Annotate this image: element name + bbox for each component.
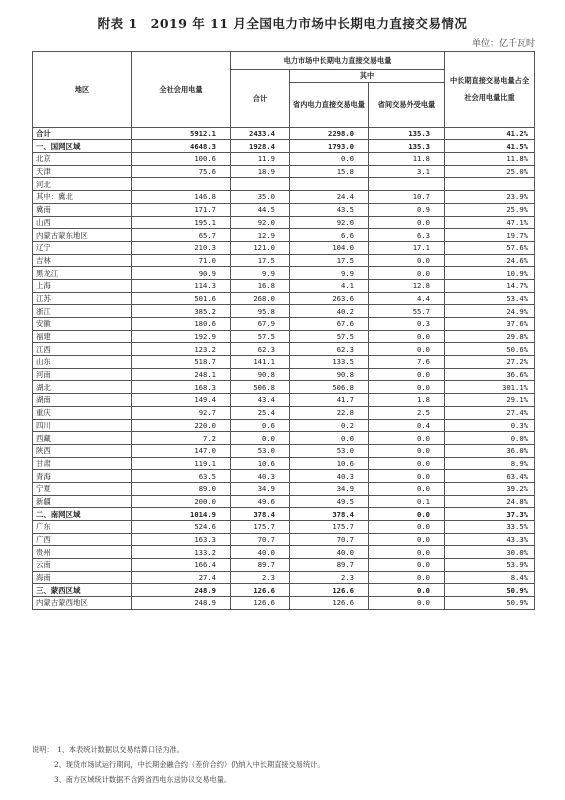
cell-intra: 126.6 xyxy=(290,584,369,597)
cell-ratio: 53.4% xyxy=(445,292,535,305)
cell-inter: 7.6 xyxy=(369,356,445,369)
table-row xyxy=(33,241,535,254)
cell-ratio: 29.8% xyxy=(445,330,535,343)
cell-name: 河南 xyxy=(33,368,132,381)
cell-intra: 10.6 xyxy=(290,457,369,470)
cell-ratio: 0.3% xyxy=(445,419,535,432)
cell-ratio: 8.9% xyxy=(445,457,535,470)
note-1: 说明： 1、本表统计数据以交易结算口径为准。 xyxy=(32,745,184,754)
cell-intra: 378.4 xyxy=(290,508,369,521)
cell-inter: 135.3 xyxy=(369,140,445,153)
cell-sub: 126.6 xyxy=(231,584,290,597)
cell-name: 福建 xyxy=(33,330,132,343)
cell-total: 114.3 xyxy=(132,279,231,292)
cell-intra: 4.1 xyxy=(290,279,369,292)
cell-name: 合计 xyxy=(33,127,132,140)
cell-name: 新疆 xyxy=(33,495,132,508)
header-total-consumption: 全社会用电量 xyxy=(132,52,231,128)
table-row xyxy=(33,191,535,204)
cell-sub: 0.6 xyxy=(231,419,290,432)
cell-inter: 135.3 xyxy=(369,127,445,140)
cell-sub: 141.1 xyxy=(231,356,290,369)
cell-ratio: 14.7% xyxy=(445,279,535,292)
cell-ratio: 23.9% xyxy=(445,191,535,204)
cell-inter: 0.0 xyxy=(369,521,445,534)
cell-intra: 133.5 xyxy=(290,356,369,369)
cell-inter: 0.0 xyxy=(369,368,445,381)
cell-ratio: 50.6% xyxy=(445,343,535,356)
cell-sub: 11.9 xyxy=(231,153,290,166)
cell-total: 248.9 xyxy=(132,597,231,610)
cell-name: 上海 xyxy=(33,279,132,292)
cell-intra: 22.8 xyxy=(290,406,369,419)
cell-intra: 1793.0 xyxy=(290,140,369,153)
cell-total: 248.1 xyxy=(132,368,231,381)
cell-sub: 175.7 xyxy=(231,521,290,534)
cell-intra: 9.9 xyxy=(290,267,369,280)
cell-intra: 40.3 xyxy=(290,470,369,483)
table-row xyxy=(33,457,535,470)
cell-intra: 92.0 xyxy=(290,216,369,229)
cell-name: 湖北 xyxy=(33,381,132,394)
cell-name: 山东 xyxy=(33,356,132,369)
cell-total: 63.5 xyxy=(132,470,231,483)
cell-total: 65.7 xyxy=(132,229,231,242)
cell-inter: 0.0 xyxy=(369,381,445,394)
cell-inter: 10.7 xyxy=(369,191,445,204)
cell-sub: 268.0 xyxy=(231,292,290,305)
cell-name: 吉林 xyxy=(33,254,132,267)
cell-sub: 2433.4 xyxy=(231,127,290,140)
cell-ratio: 41.5% xyxy=(445,140,535,153)
cell-total: 248.9 xyxy=(132,584,231,597)
table-row xyxy=(33,584,535,597)
cell-ratio: 24.9% xyxy=(445,305,535,318)
cell-ratio: 8.4% xyxy=(445,571,535,584)
cell-sub: 53.0 xyxy=(231,444,290,457)
cell-ratio xyxy=(445,178,535,191)
table-row xyxy=(33,406,535,419)
cell-sub: 49.6 xyxy=(231,495,290,508)
cell-inter: 11.8 xyxy=(369,153,445,166)
cell-name: 江苏 xyxy=(33,292,132,305)
table-row xyxy=(33,394,535,407)
cell-total: 119.1 xyxy=(132,457,231,470)
table-row xyxy=(33,330,535,343)
cell-intra: 40.0 xyxy=(290,546,369,559)
cell-sub: 25.4 xyxy=(231,406,290,419)
table-row xyxy=(33,254,535,267)
cell-inter: 0.0 xyxy=(369,432,445,445)
cell-intra: 104.0 xyxy=(290,241,369,254)
cell-sub: 90.8 xyxy=(231,368,290,381)
cell-ratio: 57.6% xyxy=(445,241,535,254)
table-row xyxy=(33,533,535,546)
table-row xyxy=(33,419,535,432)
cell-sub: 16.8 xyxy=(231,279,290,292)
cell-inter: 0.0 xyxy=(369,559,445,572)
table-row xyxy=(33,571,535,584)
cell-ratio: 39.2% xyxy=(445,482,535,495)
cell-inter: 12.8 xyxy=(369,279,445,292)
cell-intra: 41.7 xyxy=(290,394,369,407)
table-row xyxy=(33,508,535,521)
cell-sub: 121.0 xyxy=(231,241,290,254)
cell-sub: 70.7 xyxy=(231,533,290,546)
header-subtotal: 合计 xyxy=(231,70,290,128)
cell-intra: 6.6 xyxy=(290,229,369,242)
cell-total: 192.9 xyxy=(132,330,231,343)
cell-inter: 0.0 xyxy=(369,546,445,559)
table-row xyxy=(33,279,535,292)
cell-intra: 53.0 xyxy=(290,444,369,457)
cell-intra: 0.0 xyxy=(290,153,369,166)
cell-inter: 0.0 xyxy=(369,343,445,356)
cell-sub: 44.5 xyxy=(231,203,290,216)
cell-ratio: 25.0% xyxy=(445,165,535,178)
note-3: 3、南方区域统计数据不含跨省西电东送协议交易电量。 xyxy=(54,775,232,784)
cell-inter: 0.4 xyxy=(369,419,445,432)
cell-name: 四川 xyxy=(33,419,132,432)
cell-intra: 506.8 xyxy=(290,381,369,394)
cell-name: 天津 xyxy=(33,165,132,178)
cell-name: 内蒙古蒙东地区 xyxy=(33,229,132,242)
unit-label: 单位：亿千瓦时 xyxy=(471,39,535,49)
cell-total: 27.4 xyxy=(132,571,231,584)
cell-name: 海南 xyxy=(33,571,132,584)
cell-name: 内蒙古蒙西地区 xyxy=(33,597,132,610)
cell-ratio: 63.4% xyxy=(445,470,535,483)
cell-name: 其中：冀北 xyxy=(33,191,132,204)
table-row xyxy=(33,178,535,191)
cell-ratio: 50.9% xyxy=(445,597,535,610)
cell-total: 89.0 xyxy=(132,482,231,495)
cell-inter: 6.3 xyxy=(369,229,445,242)
table-row xyxy=(33,546,535,559)
cell-inter: 0.0 xyxy=(369,482,445,495)
cell-total: 71.0 xyxy=(132,254,231,267)
cell-name: 贵州 xyxy=(33,546,132,559)
cell-ratio: 36.0% xyxy=(445,444,535,457)
cell-sub: 62.3 xyxy=(231,343,290,356)
cell-name: 冀南 xyxy=(33,203,132,216)
cell-inter: 0.1 xyxy=(369,495,445,508)
cell-intra: 17.5 xyxy=(290,254,369,267)
cell-total: 180.6 xyxy=(132,318,231,331)
table-row xyxy=(33,495,535,508)
cell-inter: 4.4 xyxy=(369,292,445,305)
cell-total: 166.4 xyxy=(132,559,231,572)
table-row xyxy=(33,292,535,305)
cell-total: 163.3 xyxy=(132,533,231,546)
table-row xyxy=(33,229,535,242)
cell-ratio: 30.0% xyxy=(445,546,535,559)
cell-intra: 89.7 xyxy=(290,559,369,572)
cell-sub: 57.5 xyxy=(231,330,290,343)
cell-inter: 3.1 xyxy=(369,165,445,178)
cell-total: 147.0 xyxy=(132,444,231,457)
cell-name: 二、南网区域 xyxy=(33,508,132,521)
cell-sub: 92.0 xyxy=(231,216,290,229)
table-row xyxy=(33,216,535,229)
cell-ratio: 24.6% xyxy=(445,254,535,267)
table-body xyxy=(33,127,535,609)
table-row xyxy=(33,203,535,216)
cell-intra: 0.2 xyxy=(290,419,369,432)
table-row xyxy=(33,597,535,610)
cell-inter: 0.0 xyxy=(369,584,445,597)
cell-inter: 0.0 xyxy=(369,254,445,267)
cell-sub: 9.9 xyxy=(231,267,290,280)
table-row xyxy=(33,305,535,318)
cell-name: 江西 xyxy=(33,343,132,356)
cell-name: 河北 xyxy=(33,178,132,191)
header-of-which: 其中 xyxy=(290,70,445,83)
cell-total: 200.0 xyxy=(132,495,231,508)
cell-intra: 34.9 xyxy=(290,482,369,495)
cell-sub: 40.3 xyxy=(231,470,290,483)
cell-sub: 43.4 xyxy=(231,394,290,407)
cell-sub: 1928.4 xyxy=(231,140,290,153)
cell-inter: 0.0 xyxy=(369,457,445,470)
cell-ratio: 29.1% xyxy=(445,394,535,407)
cell-ratio: 24.8% xyxy=(445,495,535,508)
table-row xyxy=(33,444,535,457)
table-row xyxy=(33,368,535,381)
cell-ratio: 19.7% xyxy=(445,229,535,242)
cell-total: 123.2 xyxy=(132,343,231,356)
cell-inter: 17.1 xyxy=(369,241,445,254)
cell-total: 501.6 xyxy=(132,292,231,305)
cell-total: 195.1 xyxy=(132,216,231,229)
data-table xyxy=(32,51,535,610)
cell-sub: 506.8 xyxy=(231,381,290,394)
table-row xyxy=(33,343,535,356)
cell-ratio: 33.5% xyxy=(445,521,535,534)
cell-inter: 0.0 xyxy=(369,470,445,483)
cell-sub: 12.9 xyxy=(231,229,290,242)
cell-ratio: 27.4% xyxy=(445,406,535,419)
cell-sub: 67.9 xyxy=(231,318,290,331)
cell-name: 宁夏 xyxy=(33,482,132,495)
cell-total: 518.7 xyxy=(132,356,231,369)
cell-ratio: 0.0% xyxy=(445,432,535,445)
cell-sub: 40.0 xyxy=(231,546,290,559)
cell-intra: 70.7 xyxy=(290,533,369,546)
cell-total: 90.9 xyxy=(132,267,231,280)
header-inter: 省间交易外受电量 xyxy=(369,82,445,127)
cell-name: 西藏 xyxy=(33,432,132,445)
cell-name: 山西 xyxy=(33,216,132,229)
table-row xyxy=(33,559,535,572)
cell-intra: 0.0 xyxy=(290,432,369,445)
cell-ratio: 41.2% xyxy=(445,127,535,140)
cell-total xyxy=(132,178,231,191)
cell-total: 385.2 xyxy=(132,305,231,318)
cell-name: 陕西 xyxy=(33,444,132,457)
cell-intra: 15.8 xyxy=(290,165,369,178)
header-ratio: 中长期直接交易电量占全社会用电量比重 xyxy=(445,52,535,128)
cell-sub: 89.7 xyxy=(231,559,290,572)
header-intra: 省内电力直接交易电量 xyxy=(290,82,369,127)
cell-inter: 0.0 xyxy=(369,597,445,610)
cell-inter: 0.0 xyxy=(369,508,445,521)
cell-name: 重庆 xyxy=(33,406,132,419)
cell-name: 安徽 xyxy=(33,318,132,331)
cell-total: 5912.1 xyxy=(132,127,231,140)
cell-total: 146.8 xyxy=(132,191,231,204)
cell-intra: 57.5 xyxy=(290,330,369,343)
cell-name: 甘肃 xyxy=(33,457,132,470)
cell-intra: 2.3 xyxy=(290,571,369,584)
notes xyxy=(32,742,325,787)
cell-total: 92.7 xyxy=(132,406,231,419)
cell-intra: 49.5 xyxy=(290,495,369,508)
cell-intra: 263.6 xyxy=(290,292,369,305)
cell-intra: 62.3 xyxy=(290,343,369,356)
cell-sub: 10.6 xyxy=(231,457,290,470)
cell-total: 1014.9 xyxy=(132,508,231,521)
cell-inter: 0.0 xyxy=(369,444,445,457)
cell-name: 黑龙江 xyxy=(33,267,132,280)
cell-name: 一、国网区域 xyxy=(33,140,132,153)
cell-total: 4648.3 xyxy=(132,140,231,153)
table-row xyxy=(33,153,535,166)
cell-total: 133.2 xyxy=(132,546,231,559)
cell-total: 149.4 xyxy=(132,394,231,407)
cell-sub: 35.0 xyxy=(231,191,290,204)
cell-name: 广东 xyxy=(33,521,132,534)
cell-ratio: 11.8% xyxy=(445,153,535,166)
cell-name: 辽宁 xyxy=(33,241,132,254)
header-direct-trade: 电力市场中长期电力直接交易电量 xyxy=(231,52,445,70)
cell-ratio: 10.9% xyxy=(445,267,535,280)
cell-sub: 34.9 xyxy=(231,482,290,495)
cell-inter: 0.0 xyxy=(369,267,445,280)
table-row xyxy=(33,381,535,394)
cell-name: 湖南 xyxy=(33,394,132,407)
cell-ratio: 36.6% xyxy=(445,368,535,381)
cell-name: 云南 xyxy=(33,559,132,572)
cell-name: 三、蒙西区域 xyxy=(33,584,132,597)
cell-sub: 126.6 xyxy=(231,597,290,610)
cell-inter: 55.7 xyxy=(369,305,445,318)
cell-ratio: 25.9% xyxy=(445,203,535,216)
header-region: 地区 xyxy=(33,52,132,128)
table-row xyxy=(33,482,535,495)
table-row xyxy=(33,127,535,140)
cell-sub: 17.5 xyxy=(231,254,290,267)
table-row xyxy=(33,470,535,483)
cell-total: 171.7 xyxy=(132,203,231,216)
cell-inter xyxy=(369,178,445,191)
cell-ratio: 37.3% xyxy=(445,508,535,521)
cell-intra: 126.6 xyxy=(290,597,369,610)
cell-inter: 0.0 xyxy=(369,216,445,229)
cell-name: 浙江 xyxy=(33,305,132,318)
cell-name: 广西 xyxy=(33,533,132,546)
cell-ratio: 50.9% xyxy=(445,584,535,597)
cell-intra: 90.8 xyxy=(290,368,369,381)
table-row xyxy=(33,165,535,178)
table-row xyxy=(33,140,535,153)
cell-sub: 0.0 xyxy=(231,432,290,445)
table-row xyxy=(33,356,535,369)
cell-intra: 67.6 xyxy=(290,318,369,331)
cell-intra xyxy=(290,178,369,191)
cell-inter: 2.5 xyxy=(369,406,445,419)
cell-total: 220.0 xyxy=(132,419,231,432)
cell-inter: 0.9 xyxy=(369,203,445,216)
cell-intra: 40.2 xyxy=(290,305,369,318)
cell-name: 青海 xyxy=(33,470,132,483)
cell-intra: 24.4 xyxy=(290,191,369,204)
table-row xyxy=(33,432,535,445)
cell-name: 北京 xyxy=(33,153,132,166)
cell-ratio: 37.6% xyxy=(445,318,535,331)
cell-total: 7.2 xyxy=(132,432,231,445)
cell-ratio: 43.3% xyxy=(445,533,535,546)
cell-total: 75.6 xyxy=(132,165,231,178)
cell-sub: 2.3 xyxy=(231,571,290,584)
cell-ratio: 47.1% xyxy=(445,216,535,229)
cell-sub: 378.4 xyxy=(231,508,290,521)
cell-intra: 43.5 xyxy=(290,203,369,216)
cell-inter: 0.0 xyxy=(369,571,445,584)
cell-total: 100.6 xyxy=(132,153,231,166)
cell-total: 168.3 xyxy=(132,381,231,394)
cell-inter: 0.0 xyxy=(369,533,445,546)
table-title: 附表 1 2019 年 11 月全国电力市场中长期电力直接交易情况 xyxy=(97,16,468,31)
cell-ratio: 53.9% xyxy=(445,559,535,572)
cell-intra: 175.7 xyxy=(290,521,369,534)
cell-intra: 2298.0 xyxy=(290,127,369,140)
cell-ratio: 27.2% xyxy=(445,356,535,369)
cell-ratio: 301.1% xyxy=(445,381,535,394)
note-2: 2、现货市场试运行期间，中长期金融合约（差价合约）仍纳入中长期直接交易统计。 xyxy=(54,760,325,769)
cell-inter: 0.0 xyxy=(369,330,445,343)
table-row xyxy=(33,267,535,280)
cell-total: 210.3 xyxy=(132,241,231,254)
cell-inter: 1.8 xyxy=(369,394,445,407)
cell-total: 524.6 xyxy=(132,521,231,534)
cell-sub xyxy=(231,178,290,191)
cell-sub: 18.9 xyxy=(231,165,290,178)
cell-inter: 0.3 xyxy=(369,318,445,331)
table-row xyxy=(33,318,535,331)
table-row xyxy=(33,521,535,534)
cell-sub: 95.8 xyxy=(231,305,290,318)
